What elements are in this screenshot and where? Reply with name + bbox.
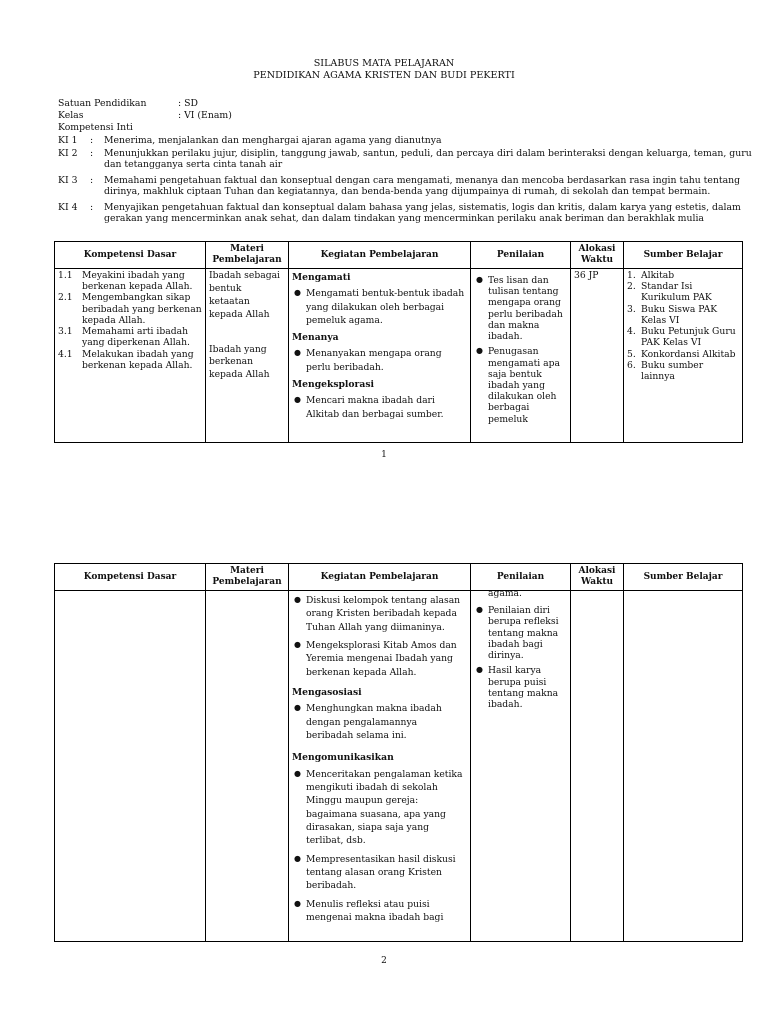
table-header-row — [55, 242, 743, 269]
alokasi-cell: 36 JP — [571, 269, 624, 443]
bullet-icon: ● — [294, 348, 301, 358]
header-kegiatan: Kegiatan Pembelajaran — [289, 242, 471, 269]
table-row — [55, 269, 743, 443]
header-sumber: Sumber Belajar — [624, 242, 743, 269]
sumber-cell — [624, 591, 743, 942]
header-alokasi: Alokasi Waktu — [571, 564, 624, 591]
satuan-value: : SD — [178, 98, 198, 109]
kd-item: 3.1 Memahami arti ibadah yang diperkenan Allah. — [58, 326, 190, 349]
bullet-icon: ● — [294, 595, 301, 604]
bullet-icon: ● — [476, 665, 483, 675]
kd-cell — [55, 269, 206, 443]
penilaian-item: ● Tes lisan dan tulisan tentang mengapa orang perlu beribadah dan makna ibadah. — [476, 275, 563, 343]
kegiatan-item: ● Menceritakan pengalaman ketika mengikuti ibadah di sekolah Minggu maupun gereja: bagaimana suasana, apa yang dirasakan, siapa saja yang terlibat, dsb. — [294, 768, 463, 847]
bullet-icon: ● — [294, 898, 301, 908]
header-penilaian: Penilaian — [471, 242, 571, 269]
kelas-label: Kelas — [58, 110, 84, 121]
penilaian-cell — [471, 269, 571, 443]
ki-colon: : — [90, 202, 94, 213]
kegiatan-heading: Mengamati — [292, 272, 351, 283]
kd-item: 1.1 Meyakini ibadah yang berkenan kepada Allah. — [58, 270, 193, 293]
sumber-item: 4. Buku Petunjuk Guru PAK Kelas VI — [627, 326, 736, 349]
ki-colon: : — [90, 175, 94, 186]
penilaian-continuation: agama. — [488, 588, 522, 599]
ki-colon: : — [90, 135, 94, 146]
ki-text: Memahami pengetahuan faktual dan konseptual dengan cara mengamati, menanya dan mencoba berdasarkan rasa ingin tahu tentang dirinya, makhluk ciptaan Tuhan dan kegiatannya, dan benda-benda yang dijumpainya di rumah, di sekolah dan tempat bermain. — [104, 175, 741, 198]
kompetensi-inti-label: Kompetensi Inti — [58, 122, 133, 133]
document-title — [0, 58, 768, 81]
ki-1 — [58, 135, 768, 146]
page-number-2: 2 — [381, 956, 387, 966]
table-header-row — [55, 564, 743, 591]
kd-cell — [55, 591, 206, 942]
penilaian-item: ● Penugasan mengamati apa saja bentuk ibadah yang dilakukan oleh berbagai pemeluk — [476, 346, 561, 425]
kegiatan-heading: Mengomunikasikan — [292, 752, 394, 764]
ki-code: KI 4 — [58, 202, 78, 213]
sumber-item: 1. Alkitab — [627, 270, 675, 281]
kegiatan-cell — [289, 269, 471, 443]
kegiatan-heading: Menanya — [292, 332, 339, 344]
kegiatan-item: ● Mengamati bentuk-bentuk ibadah yang dilakukan oleh berbagai pemeluk agama. — [294, 288, 465, 326]
sumber-item: 6. Buku sumber lainnya — [627, 359, 704, 382]
kegiatan-cell — [289, 591, 471, 942]
kd-item: 2.1 Mengembangkan sikap beribadah yang berkenan kepada Allah. — [58, 292, 202, 326]
title-line-2: PENDIDIKAN AGAMA KRISTEN DAN BUDI PEKERTI — [253, 69, 515, 81]
header-sumber: Sumber Belajar — [624, 564, 743, 591]
sumber-item: 3. Buku Siswa PAK Kelas VI — [627, 303, 718, 326]
ki-4 — [58, 202, 768, 225]
bullet-icon: ● — [294, 703, 301, 713]
header-kegiatan: Kegiatan Pembelajaran — [289, 564, 471, 591]
kegiatan-item: ● Diskusi kelompok tentang alasan orang Kristen beribadah kepada Tuhan Allah yang diimaninya. — [294, 595, 461, 633]
bullet-icon: ● — [294, 768, 301, 778]
materi-item: Ibadah yang berkenan kepada Allah — [209, 343, 270, 381]
penilaian-item: ● Hasil karya berupa puisi tentang makna ibadah. — [476, 665, 559, 710]
header-kompetensi-dasar: Kompetensi Dasar — [55, 242, 206, 269]
kegiatan-item: ● Mempresentasikan hasil diskusi tentang alasan orang Kristen beribadah. — [294, 853, 456, 892]
materi-item: Ibadah sebagai bentuk ketaatan kepada Allah — [209, 270, 280, 320]
header-kompetensi-dasar: Kompetensi Dasar — [55, 564, 206, 591]
ki-text: Menyajikan pengetahuan faktual dan konseptual dalam bahasa yang jelas, sistematis, logis dan kritis, dalam karya yang estetis, dalam gerakan yang mencerminkan anak sehat, dan dalam tindakan yang mencerminkan perilaku anak beriman dan berakhlak mulia — [104, 202, 741, 225]
kegiatan-item: ● Menulis refleksi atau puisi mengenai makna ibadah bagi — [294, 898, 444, 923]
sumber-cell — [624, 269, 743, 443]
ki-text: Menerima, menjalankan dan menghargai ajaran agama yang dianutnya — [104, 135, 442, 146]
bullet-icon: ● — [294, 288, 301, 298]
syllabus-table-page-1 — [54, 241, 743, 443]
kelas-value: : VI (Enam) — [178, 110, 232, 121]
header-penilaian: Penilaian — [471, 564, 571, 591]
kegiatan-heading: Mengasosiasi — [292, 687, 362, 699]
table-row — [55, 591, 743, 942]
sumber-item: 5. Konkordansi Alkitab — [627, 348, 736, 360]
kegiatan-item: ● Mencari makna ibadah dari Alkitab dan berbagai sumber. — [294, 395, 444, 420]
bullet-icon: ● — [294, 640, 301, 650]
header-materi: Materi Pembelajaran — [206, 564, 289, 591]
ki-2 — [58, 148, 768, 171]
title-line-1: SILABUS MATA PELAJARAN — [313, 58, 455, 69]
ki-text: Menunjukkan perilaku jujur, disiplin, tanggung jawab, santun, peduli, dan percaya diri dalam berinteraksi dengan keluarga, teman, guru dan tetangganya serta cinta tanah air — [104, 148, 752, 171]
sumber-item: 2. Standar Isi Kurikulum PAK — [627, 281, 712, 304]
bullet-icon: ● — [294, 853, 301, 863]
page-number-1: 1 — [381, 450, 387, 460]
satuan-pendidikan-row — [58, 98, 198, 109]
header-materi: Materi Pembelajaran — [206, 242, 289, 269]
kegiatan-heading: Mengeksplorasi — [292, 379, 375, 391]
penilaian-item: ● Penilaian diri berupa refleksi tentang makna ibadah bagi dirinya. — [476, 605, 559, 662]
ki-code: KI 3 — [58, 175, 78, 186]
materi-cell — [206, 591, 289, 942]
syllabus-table-page-2 — [54, 563, 743, 942]
satuan-label: Satuan Pendidikan — [58, 98, 147, 109]
bullet-icon: ● — [476, 346, 483, 356]
header-alokasi: Alokasi Waktu — [571, 242, 624, 269]
ki-code: KI 1 — [58, 135, 78, 146]
kegiatan-item: ● Menanyakan mengapa orang perlu beribadah. — [294, 348, 442, 373]
ki-code: KI 2 — [58, 148, 78, 159]
alokasi-cell — [571, 591, 624, 942]
bullet-icon: ● — [476, 605, 483, 615]
kelas-row — [58, 110, 232, 121]
penilaian-cell — [471, 588, 571, 942]
kegiatan-item: ● Mengeksplorasi Kitab Amos dan Yeremia mengenai Ibadah yang berkenan kepada Allah. — [294, 640, 457, 678]
ki-3 — [58, 175, 768, 198]
kd-item: 4.1 Melakukan ibadah yang berkenan kepada Allah. — [58, 348, 194, 371]
kegiatan-item: ● Menghungkan makna ibadah dengan pengalamannya beribadah selama ini. — [294, 703, 442, 741]
bullet-icon: ● — [476, 275, 483, 284]
materi-cell — [206, 269, 289, 443]
bullet-icon: ● — [294, 395, 301, 405]
ki-colon: : — [90, 148, 94, 159]
